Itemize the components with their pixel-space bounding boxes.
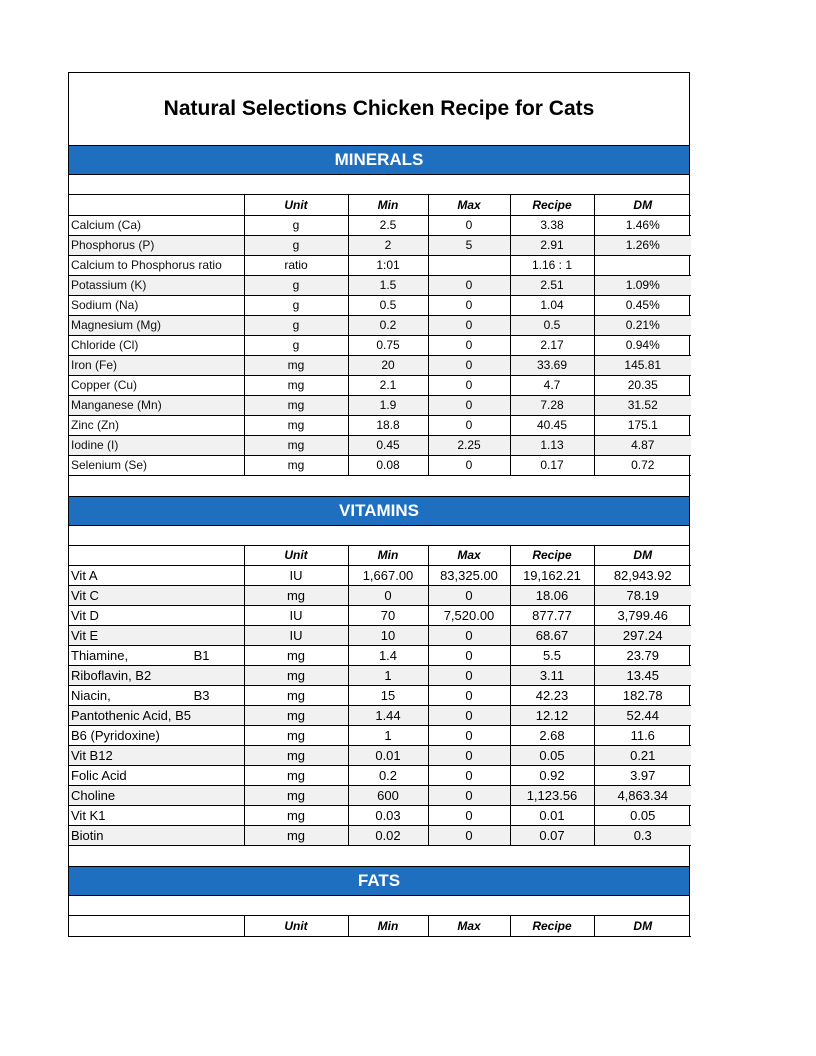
unit-cell: g [244, 315, 348, 335]
unit-cell: mg [244, 375, 348, 395]
table-row [69, 666, 691, 686]
table-header-row [69, 546, 691, 566]
recipe-cell: 0.01 [510, 806, 594, 826]
max-cell: 5 [428, 235, 510, 255]
unit-cell: mg [244, 646, 348, 666]
unit-cell: g [244, 335, 348, 355]
unit-cell: mg [244, 786, 348, 806]
nutrient-name: Magnesium (Mg) [69, 315, 244, 335]
dm-cell: 11.6 [594, 726, 691, 746]
dm-cell: 0.05 [594, 806, 691, 826]
dm-cell: 0.3 [594, 826, 691, 846]
header-unit: Unit [244, 195, 348, 215]
table-row [69, 455, 691, 475]
recipe-cell: 2.68 [510, 726, 594, 746]
dm-cell: 297.24 [594, 626, 691, 646]
header-dm: DM [594, 916, 691, 936]
table-row [69, 626, 691, 646]
table-row [69, 395, 691, 415]
max-cell: 0 [428, 646, 510, 666]
min-cell: 1 [348, 666, 428, 686]
max-cell: 0 [428, 335, 510, 355]
min-cell: 1:01 [348, 255, 428, 275]
spreadsheet [68, 72, 690, 937]
table-row [69, 235, 691, 255]
unit-cell: g [244, 275, 348, 295]
header-unit: Unit [244, 546, 348, 566]
recipe-cell: 1.04 [510, 295, 594, 315]
vitamins-table-body [69, 546, 691, 846]
recipe-cell: 0.05 [510, 746, 594, 766]
nutrient-name: Vit K1 [69, 806, 244, 826]
recipe-cell: 2.91 [510, 235, 594, 255]
unit-cell: mg [244, 746, 348, 766]
unit-cell: mg [244, 355, 348, 375]
min-cell: 10 [348, 626, 428, 646]
table-row [69, 255, 691, 275]
section-band-minerals: MINERALS [69, 146, 689, 175]
nutrient-name: Biotin [69, 826, 244, 846]
header-min: Min [348, 916, 428, 936]
min-cell: 0.75 [348, 335, 428, 355]
header-max: Max [428, 916, 510, 936]
nutrient-name: Copper (Cu) [69, 375, 244, 395]
min-cell: 0.45 [348, 435, 428, 455]
header-blank [69, 916, 244, 936]
dm-cell: 23.79 [594, 646, 691, 666]
recipe-cell: 2.17 [510, 335, 594, 355]
header-dm: DM [594, 546, 691, 566]
table-row [69, 766, 691, 786]
max-cell: 0 [428, 766, 510, 786]
max-cell: 83,325.00 [428, 566, 510, 586]
nutrient-name: Vit E [69, 626, 244, 646]
min-cell: 18.8 [348, 415, 428, 435]
table-row [69, 746, 691, 766]
recipe-cell: 42.23 [510, 686, 594, 706]
nutrient-name: Vit B12 [69, 746, 244, 766]
header-blank [69, 195, 244, 215]
nutrient-name: Vit D [69, 606, 244, 626]
header-min: Min [348, 195, 428, 215]
recipe-cell: 7.28 [510, 395, 594, 415]
table-row [69, 726, 691, 746]
table-row [69, 606, 691, 626]
unit-cell: mg [244, 395, 348, 415]
min-cell: 1,667.00 [348, 566, 428, 586]
recipe-cell: 19,162.21 [510, 566, 594, 586]
dm-cell: 82,943.92 [594, 566, 691, 586]
min-cell: 15 [348, 686, 428, 706]
dm-cell: 3.97 [594, 766, 691, 786]
max-cell: 0 [428, 726, 510, 746]
recipe-cell: 1.13 [510, 435, 594, 455]
dm-cell [594, 255, 691, 275]
nutrient-name: Manganese (Mn) [69, 395, 244, 415]
table-row [69, 415, 691, 435]
unit-cell: mg [244, 806, 348, 826]
recipe-cell: 0.92 [510, 766, 594, 786]
min-cell: 2.5 [348, 215, 428, 235]
table-row [69, 586, 691, 606]
dm-cell: 175.1 [594, 415, 691, 435]
recipe-cell: 4.7 [510, 375, 594, 395]
nutrient-name: Choline [69, 786, 244, 806]
dm-cell: 0.72 [594, 455, 691, 475]
nutrient-name-text: Niacin, [71, 688, 111, 703]
nutrient-name: Sodium (Na) [69, 295, 244, 315]
nutrient-name: Calcium to Phosphorus ratio [69, 255, 244, 275]
recipe-cell: 0.17 [510, 455, 594, 475]
min-cell: 0.03 [348, 806, 428, 826]
min-cell: 0 [348, 586, 428, 606]
recipe-cell: 0.07 [510, 826, 594, 846]
header-max: Max [428, 195, 510, 215]
max-cell: 0 [428, 806, 510, 826]
unit-cell: mg [244, 455, 348, 475]
max-cell: 0 [428, 706, 510, 726]
nutrient-name [69, 686, 244, 706]
min-cell: 1.5 [348, 275, 428, 295]
min-cell: 1 [348, 726, 428, 746]
dm-cell: 13.45 [594, 666, 691, 686]
table-row [69, 566, 691, 586]
dm-cell: 145.81 [594, 355, 691, 375]
dm-cell: 52.44 [594, 706, 691, 726]
dm-cell: 1.09% [594, 275, 691, 295]
dm-cell: 78.19 [594, 586, 691, 606]
nutrient-name-suffix: B3 [193, 688, 210, 703]
recipe-cell: 0.5 [510, 315, 594, 335]
dm-cell: 0.94% [594, 335, 691, 355]
nutrient-name: Chloride (Cl) [69, 335, 244, 355]
min-cell: 0.2 [348, 766, 428, 786]
max-cell: 0 [428, 826, 510, 846]
min-cell: 2 [348, 235, 428, 255]
max-cell: 0 [428, 786, 510, 806]
max-cell: 0 [428, 395, 510, 415]
recipe-cell: 877.77 [510, 606, 594, 626]
max-cell: 7,520.00 [428, 606, 510, 626]
unit-cell: mg [244, 766, 348, 786]
recipe-cell: 1.16 : 1 [510, 255, 594, 275]
unit-cell: mg [244, 686, 348, 706]
max-cell: 0 [428, 315, 510, 335]
recipe-cell: 2.51 [510, 275, 594, 295]
max-cell: 0 [428, 666, 510, 686]
min-cell: 1.9 [348, 395, 428, 415]
nutrient-name: Calcium (Ca) [69, 215, 244, 235]
nutrient-name-wrap [71, 688, 244, 703]
vitamins-table [69, 546, 691, 847]
spacer-row [69, 896, 689, 916]
minerals-table-body [69, 195, 691, 475]
max-cell [428, 255, 510, 275]
recipe-cell: 3.38 [510, 215, 594, 235]
dm-cell: 182.78 [594, 686, 691, 706]
table-header-row [69, 916, 691, 936]
nutrient-name [69, 646, 244, 666]
max-cell: 0 [428, 415, 510, 435]
nutrient-name-wrap [71, 648, 244, 663]
nutrient-name: Riboflavin, B2 [69, 666, 244, 686]
max-cell: 0 [428, 295, 510, 315]
nutrient-name: Vit A [69, 566, 244, 586]
table-row [69, 686, 691, 706]
max-cell: 0 [428, 215, 510, 235]
table-row [69, 315, 691, 335]
table-row [69, 646, 691, 666]
max-cell: 0 [428, 586, 510, 606]
nutrient-name: Potassium (K) [69, 275, 244, 295]
recipe-cell: 5.5 [510, 646, 594, 666]
table-row [69, 706, 691, 726]
section-band-fats: FATS [69, 867, 689, 896]
header-max: Max [428, 546, 510, 566]
max-cell: 0 [428, 375, 510, 395]
nutrient-name: Pantothenic Acid, B5 [69, 706, 244, 726]
dm-cell: 0.21 [594, 746, 691, 766]
section-band-vitamins: VITAMINS [69, 497, 689, 526]
dm-cell: 20.35 [594, 375, 691, 395]
min-cell: 1.4 [348, 646, 428, 666]
table-row [69, 335, 691, 355]
table-row [69, 826, 691, 846]
unit-cell: mg [244, 415, 348, 435]
spacer-row [69, 476, 689, 497]
fats-table-body [69, 916, 691, 936]
unit-cell: mg [244, 586, 348, 606]
min-cell: 600 [348, 786, 428, 806]
table-header-row [69, 195, 691, 215]
minerals-table [69, 195, 691, 476]
header-dm: DM [594, 195, 691, 215]
min-cell: 70 [348, 606, 428, 626]
recipe-cell: 1,123.56 [510, 786, 594, 806]
recipe-cell: 12.12 [510, 706, 594, 726]
min-cell: 0.01 [348, 746, 428, 766]
max-cell: 0 [428, 746, 510, 766]
table-row [69, 786, 691, 806]
table-row [69, 295, 691, 315]
nutrient-name: Zinc (Zn) [69, 415, 244, 435]
unit-cell: g [244, 295, 348, 315]
min-cell: 0.5 [348, 295, 428, 315]
header-min: Min [348, 546, 428, 566]
unit-cell: g [244, 215, 348, 235]
max-cell: 0 [428, 275, 510, 295]
table-row [69, 275, 691, 295]
unit-cell: mg [244, 726, 348, 746]
unit-cell: IU [244, 606, 348, 626]
nutrient-name: Iodine (I) [69, 435, 244, 455]
spacer-row [69, 175, 689, 195]
max-cell: 0 [428, 686, 510, 706]
nutrient-name-suffix: B1 [193, 648, 210, 663]
dm-cell: 4,863.34 [594, 786, 691, 806]
nutrient-name: Vit C [69, 586, 244, 606]
dm-cell: 3,799.46 [594, 606, 691, 626]
table-row [69, 806, 691, 826]
min-cell: 0.2 [348, 315, 428, 335]
dm-cell: 1.26% [594, 235, 691, 255]
unit-cell: mg [244, 706, 348, 726]
nutrient-name: Phosphorus (P) [69, 235, 244, 255]
recipe-cell: 68.67 [510, 626, 594, 646]
dm-cell: 31.52 [594, 395, 691, 415]
header-unit: Unit [244, 916, 348, 936]
unit-cell: ratio [244, 255, 348, 275]
dm-cell: 0.45% [594, 295, 691, 315]
nutrient-name: Folic Acid [69, 766, 244, 786]
nutrient-name-text: Thiamine, [71, 648, 129, 663]
max-cell: 0 [428, 626, 510, 646]
min-cell: 0.02 [348, 826, 428, 846]
unit-cell: IU [244, 566, 348, 586]
nutrient-name: Iron (Fe) [69, 355, 244, 375]
table-row [69, 375, 691, 395]
nutrient-name: Selenium (Se) [69, 455, 244, 475]
max-cell: 0 [428, 455, 510, 475]
page-title: Natural Selections Chicken Recipe for Cats [69, 73, 689, 146]
fats-table [69, 916, 691, 937]
nutrient-name: B6 (Pyridoxine) [69, 726, 244, 746]
max-cell: 0 [428, 355, 510, 375]
recipe-cell: 3.11 [510, 666, 594, 686]
unit-cell: IU [244, 626, 348, 646]
table-row [69, 435, 691, 455]
table-row [69, 215, 691, 235]
unit-cell: g [244, 235, 348, 255]
dm-cell: 0.21% [594, 315, 691, 335]
header-recipe: Recipe [510, 546, 594, 566]
header-blank [69, 546, 244, 566]
min-cell: 20 [348, 355, 428, 375]
dm-cell: 1.46% [594, 215, 691, 235]
header-recipe: Recipe [510, 195, 594, 215]
unit-cell: mg [244, 826, 348, 846]
min-cell: 1.44 [348, 706, 428, 726]
recipe-cell: 33.69 [510, 355, 594, 375]
recipe-cell: 40.45 [510, 415, 594, 435]
spacer-row [69, 846, 689, 867]
header-recipe: Recipe [510, 916, 594, 936]
spacer-row [69, 526, 689, 546]
min-cell: 0.08 [348, 455, 428, 475]
unit-cell: mg [244, 666, 348, 686]
dm-cell: 4.87 [594, 435, 691, 455]
table-row [69, 355, 691, 375]
recipe-cell: 18.06 [510, 586, 594, 606]
unit-cell: mg [244, 435, 348, 455]
max-cell: 2.25 [428, 435, 510, 455]
min-cell: 2.1 [348, 375, 428, 395]
